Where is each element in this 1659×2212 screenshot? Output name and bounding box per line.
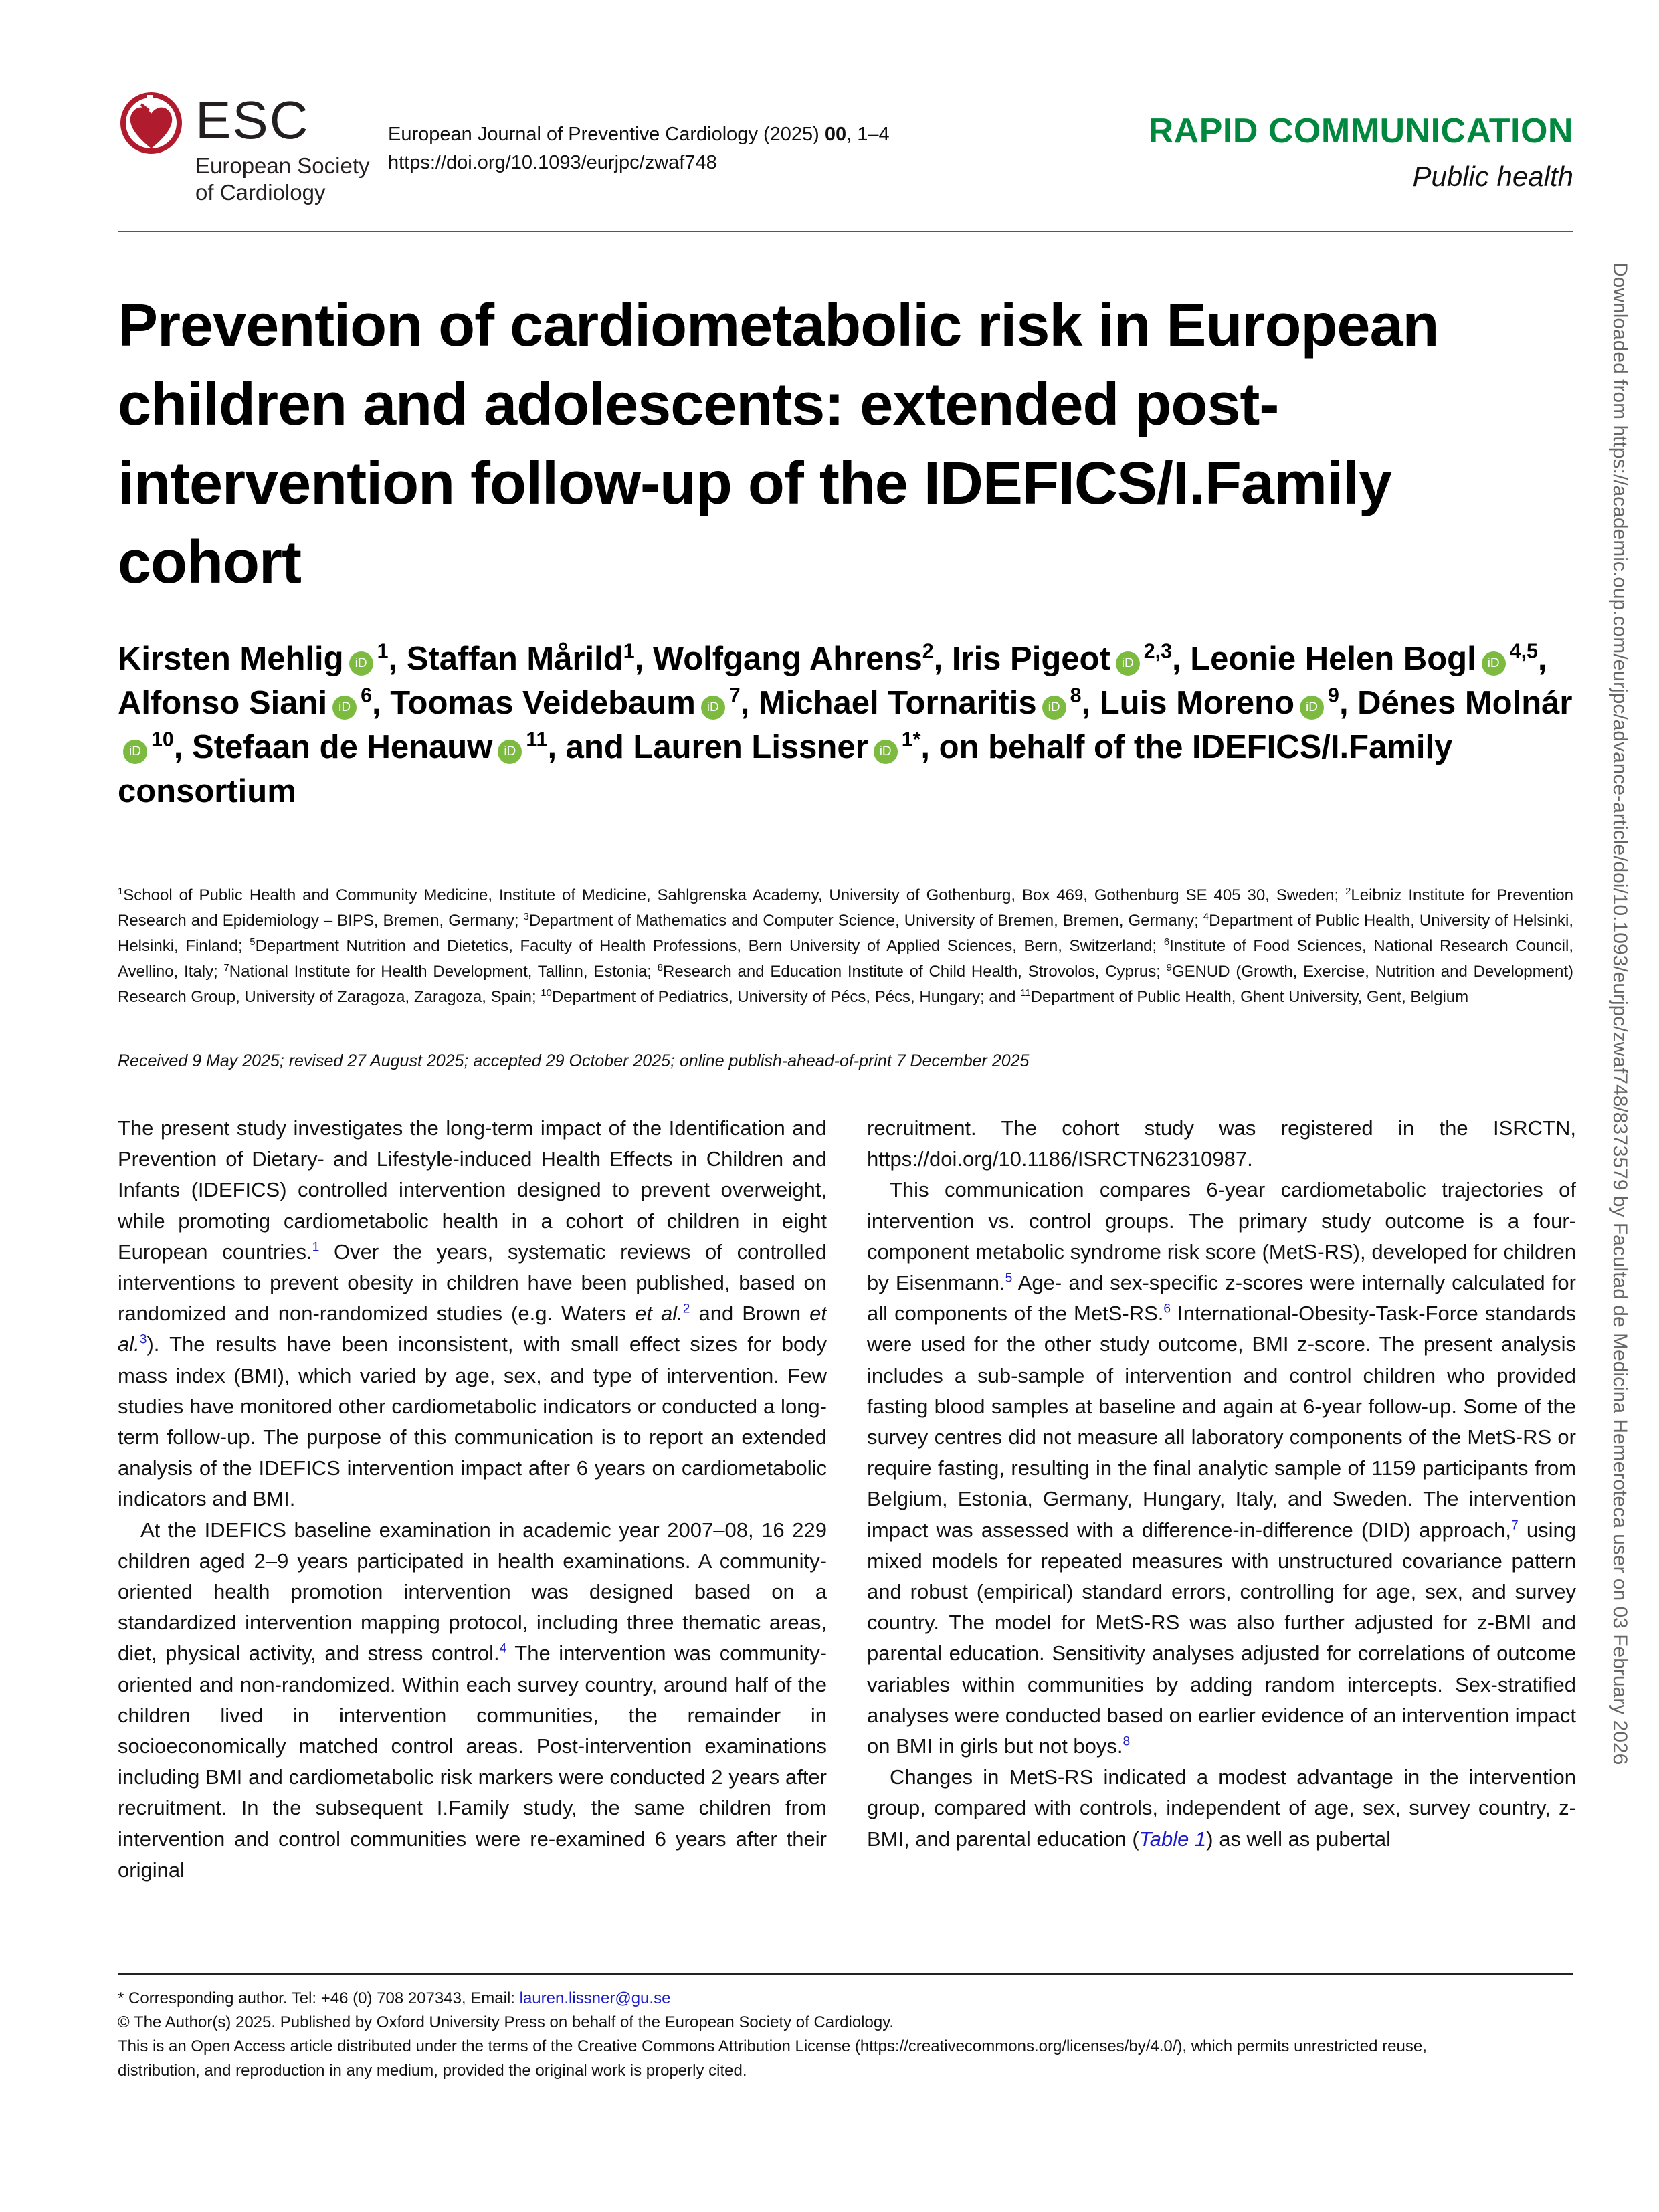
affiliation-text: National Institute for Health Development, Tallinn, Estonia; [229, 963, 658, 981]
affiliations [118, 883, 1573, 1010]
body-column-left [118, 1113, 827, 1886]
author-name: Wolfgang Ahrens [652, 641, 922, 677]
affiliation-number: 11 [1020, 988, 1031, 999]
footer-divider [118, 1973, 1573, 1975]
citation-link[interactable]: 3 [139, 1333, 147, 1348]
author-name: Iris Pigeot [951, 641, 1110, 677]
article-dates: Received 9 May 2025; revised 27 August 2025; accepted 29 October 2025; online publish-ahead-of-print 7 December 2025 [118, 1051, 1030, 1070]
esc-logo-subtitle [195, 153, 370, 206]
citation-link[interactable]: 8 [1123, 1734, 1131, 1749]
citation-link[interactable]: 6 [1163, 1302, 1171, 1316]
affiliation-text: Institute of Food Sciences, National Research Council, Avellino, Italy; [118, 937, 1573, 981]
author-name: Kirsten Mehlig [118, 641, 344, 677]
author-affiliation-number: 8 [1070, 684, 1082, 707]
orcid-icon[interactable]: iD [874, 740, 898, 764]
logo-subtitle-line1: European Society [195, 153, 370, 178]
author-name: Michael Tornaritis [758, 685, 1037, 721]
author-affiliation-number: 1 [623, 639, 635, 663]
author-affiliation-number: 10 [151, 728, 174, 751]
author-name: Leonie Helen Bogl [1190, 641, 1476, 677]
affiliation-text: Department of Mathematics and Computer Science, University of Bremen, Bremen, Germany; [528, 912, 1203, 930]
citation-link[interactable]: 2 [682, 1302, 690, 1316]
paragraph: At the IDEFICS baseline examination in academic year 2007–08, 16 229 children aged 2–9 years participated in health examinations. A community-oriented health promotion intervention was designed based on a standardized intervention mapping protocol, including three thematic areas, diet, physical activity, and stress control.$^4$ The intervention was community-oriented and non-randomized. Within each survey country, around half of the children lived in intervention communities, the remainder in socioeconomically matched control areas. Post-intervention examinations including BMI and cardiometabolic risk markers were conducted 2 years after recruitment. In the subsequent I.Family study, the same children from intervention and control communities were re-examined 6 years after their original [118, 1518, 827, 1882]
affiliation-number: 10 [541, 988, 552, 999]
license-line-1: This is an Open Access article distributed under the terms of the Creative Commons Attribution License (https://creativecommons.org/licenses/by/4.0/), which permits unrestricted reuse, [118, 2037, 1427, 2055]
orcid-icon[interactable]: iD [332, 696, 357, 720]
affiliation-number: 4 [1203, 912, 1209, 922]
orcid-icon[interactable]: iD [349, 651, 373, 676]
license-line-2: distribution, and reproduction in any medium, provided the original work is properly cited. [118, 2062, 747, 2080]
citation-link[interactable]: 4 [499, 1642, 507, 1657]
author-name: Dénes Molnár [1357, 685, 1573, 721]
orcid-icon[interactable]: iD [1482, 651, 1506, 676]
paragraph: This communication compares 6-year cardiometabolic trajectories of intervention vs. control groups. The primary study outcome is a four-component metabolic syndrome risk score (MetS-RS), developed for children by Eisenmann.$^5$ Age- and sex-specific z-scores were internally calculated for all components of the MetS-RS.$^6$ International-Obesity-Task-Force standards were used for the other study outcome, BMI z-score. The present analysis includes a sub-sample of intervention and control children who provided fasting blood samples at baseline and again at 6-year follow-up. Some of the survey centres did not measure all laboratory components of the MetS-RS or require fasting, resulting in the final analytic sample of 1159 participants from Belgium, Estonia, Germany, Hungary, Italy, and Sweden. The intervention impact was assessed with a difference-in-difference (DID) approach,$^7$ using mixed models for repeated measures with unstructured covariance pattern and robust (empirical) standard errors, controlling for age, sex, and survey country. The model for MetS-RS was also further adjusted for z-BMI and parental education. Sensitivity analyses adjusted for correlations of outcome variables within communities by adding random intercepts. Sex-stratified analyses were conducted based on earlier evidence of an intervention impact on BMI in girls but not boys.$^8$ [867, 1178, 1576, 1758]
affiliation-number: 2 [1345, 886, 1351, 897]
author-name: Toomas Veidebaum [390, 685, 696, 721]
table-link[interactable]: Table 1 [1139, 1827, 1207, 1851]
affiliation-text: Department Nutrition and Dietetics, Faculty of Health Professions, Bern University of Applied Sciences, Bern, Switzerland; [255, 937, 1164, 955]
author-affiliation-number: 2,3 [1143, 639, 1173, 663]
affiliation-text: GENUD (Growth, Exercise, Nutrition and Development) Research Group, University of Zaragoza, Zaragoza, Spain; [118, 963, 1573, 1006]
footnotes [118, 1987, 1573, 2083]
affiliation-text: School of Public Health and Community Medicine, Institute of Medicine, Sahlgrenska Academy, University of Gothenburg, Box 469, Gothenburg SE 405 30, Sweden; [123, 886, 1346, 904]
doi-link[interactable]: https://doi.org/10.1093/eurjpc/zwaf748 [388, 152, 717, 173]
author-affiliation-number: 1* [901, 728, 921, 751]
citation-link[interactable]: 5 [1005, 1271, 1013, 1286]
header-divider [118, 231, 1573, 232]
affiliation-number: 8 [657, 963, 664, 973]
corresponding-author: * Corresponding author. Tel: +46 (0) 708 207343, Email: lauren.lissner@gu.se [118, 1989, 671, 2007]
orcid-icon[interactable]: iD [1300, 696, 1324, 720]
affiliation-text: Department of Pediatrics, University of Pécs, Pécs, Hungary; and [551, 988, 1021, 1006]
affiliation-number: 9 [1166, 963, 1172, 973]
paragraph: Changes in MetS-RS indicated a modest advantage in the intervention group, compared with controls, independent of age, sex, survey country, z-BMI, and parental education (Table 1) as well as pubertal [867, 1765, 1576, 1851]
body-column-right [867, 1113, 1576, 1855]
author-affiliation-number: 4,5 [1509, 639, 1538, 663]
author-name: Staffan Mårild [406, 641, 623, 677]
paragraph: recruitment. The cohort study was registered in the ISRCTN, https://doi.org/10.1186/ISRCTN62310987. [867, 1116, 1576, 1171]
journal-name: European Journal of Preventive Cardiology (2025) 00, 1–4 [388, 124, 890, 145]
orcid-icon[interactable]: iD [701, 696, 725, 720]
esc-logo-text: ESC [195, 90, 310, 150]
copyright-notice: © The Author(s) 2025. Published by Oxford University Press on behalf of the European Society of Cardiology. [118, 2013, 894, 2031]
paragraph: The present study investigates the long-term impact of the Identification and Prevention of Dietary- and Lifestyle-induced Health Effects in Children and Infants (IDEFICS) controlled intervention designed to prevent overweight, while promoting cardiometabolic health in a cohort of children in eight European countries.$^1$ Over the years, systematic reviews of controlled interventions to prevent obesity in children have been published, based on randomized and non-randomized studies (e.g. Waters et al.$^2$ and Brown et al.$^3$). The results have been inconsistent, with small effect sizes for body mass index (BMI), which varied by age, sex, and type of intervention. Few studies have monitored other cardiometabolic indicators or conducted a long-term follow-up. The purpose of this communication is to report an extended analysis of the IDEFICS intervention impact after 6 years on cardiometabolic indicators and BMI. [118, 1116, 827, 1511]
author-name: Stefaan de Henauw [192, 729, 493, 765]
logo-subtitle-line2: of Cardiology [195, 180, 326, 205]
affiliation-text: Department of Public Health, Ghent University, Gent, Belgium [1030, 988, 1469, 1006]
affiliation-number: 1 [118, 886, 124, 897]
orcid-icon[interactable]: iD [1116, 651, 1140, 676]
affiliation-text: Leibniz Institute for Prevention Research and Epidemiology – BIPS, Bremen, Germany; [118, 886, 1573, 930]
journal-citation [388, 120, 890, 177]
affiliation-text: Research and Education Institute of Child Health, Strovolos, Cyprus; [663, 963, 1167, 981]
author-affiliation-number: 9 [1328, 684, 1339, 707]
download-watermark [1607, 262, 1634, 1948]
affiliation-number: 6 [1163, 937, 1170, 948]
email-link[interactable]: lauren.lissner@gu.se [519, 1989, 671, 2007]
affiliation-number: 7 [223, 963, 229, 973]
section-label: RAPID COMMUNICATION [1148, 112, 1573, 150]
esc-heart-logo-icon [118, 90, 185, 157]
citation-link[interactable]: 1 [312, 1240, 320, 1255]
author-affiliation-number: 7 [728, 684, 741, 707]
citation-link[interactable]: 7 [1511, 1518, 1519, 1533]
section-subcategory: Public health [1412, 161, 1573, 192]
author-affiliation-number: 2 [922, 639, 934, 663]
affiliation-text: Department of Public Health, University of Helsinki, Helsinki, Finland; [118, 912, 1573, 955]
author-affiliation-number: 6 [361, 684, 372, 707]
author-name: Luis Moreno [1099, 685, 1295, 721]
orcid-icon[interactable]: iD [1042, 696, 1066, 720]
author-affiliation-number: 11 [526, 728, 548, 751]
author-name: Lauren Lissner [633, 729, 868, 765]
affiliation-number: 5 [250, 937, 256, 948]
watermark-text: Downloaded from https://academic.oup.com/eurjpc/advance-article/doi/10.1093/eurjpc/zwaf748/8373579 by Facultad de Medicina Hemeroteca user on 03 February 2026 [1609, 262, 1631, 1765]
author-list-suffix: , on behalf of the IDEFICS/I.Family consortium [118, 729, 1453, 809]
orcid-icon[interactable]: iD [123, 740, 147, 764]
author-list: Kirsten Mehlig $iD^1$, Staffan Mårild$^1$, Wolfgang Ahrens$^2$, Iris Pigeot iD$^{2,3}$, Leonie Helen Bogl iD$^{4,5}$, Alfonso Siani $iD^6$, Toomas Veidebaum $iD^7$, Michael Tornaritis $iD^8$, Luis Moreno $iD^9$, Dénes MolnáriD$^{10}$, Stefaan de Henauw $iD^{11}$, and Lauren Lissner $iD^{1*}$, on behalf of the IDEFICS/I.Family consortium [118, 639, 1573, 809]
author-name: Alfonso Siani [118, 685, 328, 721]
author-affiliation-number: 1 [377, 639, 389, 663]
orcid-icon[interactable]: iD [498, 740, 522, 764]
article-title: Prevention of cardiometabolic risk in European children and adolescents: extended post-intervention follow-up of the IDEFICS/I.Family cohort [118, 292, 1439, 596]
affiliation-number: 3 [523, 912, 529, 922]
